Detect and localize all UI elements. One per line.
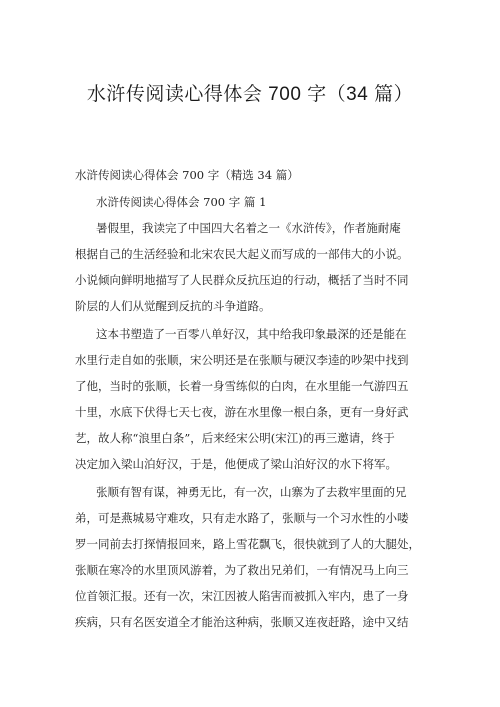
body-line: 根据自己的生活经验和北宋农民大起义而写成的一部伟大的小说。 bbox=[75, 247, 409, 261]
body-line: 决定加入梁山泊好汉，于是，他便成了梁山泊好汉的水下将军。 bbox=[75, 457, 397, 471]
body-line: 十里，水底下伏得七天七夜，游在水里像一根白条，更有一身好武 bbox=[75, 405, 409, 419]
body-line: 小说倾向鲜明地描写了人民群众反抗压迫的行动，概括了当时不同 bbox=[75, 273, 409, 287]
body-line: 暑假里，我读完了中国四大名着之一《水浒传》，作者施耐庵 bbox=[96, 221, 401, 235]
body-line: 弟，可是燕城易守难攻，只有走水路了，张顺与一个习水性的小喽 bbox=[75, 511, 409, 525]
body-line: 这本书塑造了一百零八单好汉，其中给我印象最深的还是能在 bbox=[96, 327, 407, 341]
body-line: 位首领汇报。还有一次，宋江因被人陷害而被抓入牢内，患了一身 bbox=[75, 589, 409, 603]
body-line: 艺，故人称“浪里白条”，后来经宋公明(宋江)的再三邀请，终于 bbox=[75, 431, 395, 445]
body-line: 疾病，只有名医安道全才能治这种病，张顺又连夜赶路，途中又结 bbox=[75, 615, 409, 629]
document-subtitle: 水浒传阅读心得体会 700 字（精选 34 篇） bbox=[75, 168, 299, 182]
section-heading: 水浒传阅读心得体会 700 字 篇 1 bbox=[96, 195, 267, 209]
page-title: 水浒传阅读心得体会 700 字（34 篇） bbox=[86, 84, 414, 105]
body-line: 罗一同前去打探情报回来，路上雪花飘飞，很快就到了人的大腿处， bbox=[75, 537, 420, 551]
body-line: 了他，当时的张顺，长着一身雪练似的白肉，在水里能一气游四五 bbox=[75, 379, 409, 393]
body-line: 水里行走自如的张顺，宋公明还是在张顺与硬汉李逵的吵架中找到 bbox=[75, 353, 409, 367]
body-line: 张顺有智有谋，神勇无比，有一次，山寨为了去救牢里面的兄 bbox=[96, 485, 407, 499]
body-line: 张顺在寒冷的水里顶风游着，为了救出兄弟们，一有情况马上向三 bbox=[75, 563, 409, 577]
body-line: 阶层的人们从觉醒到反抗的斗争道路。 bbox=[75, 299, 271, 313]
